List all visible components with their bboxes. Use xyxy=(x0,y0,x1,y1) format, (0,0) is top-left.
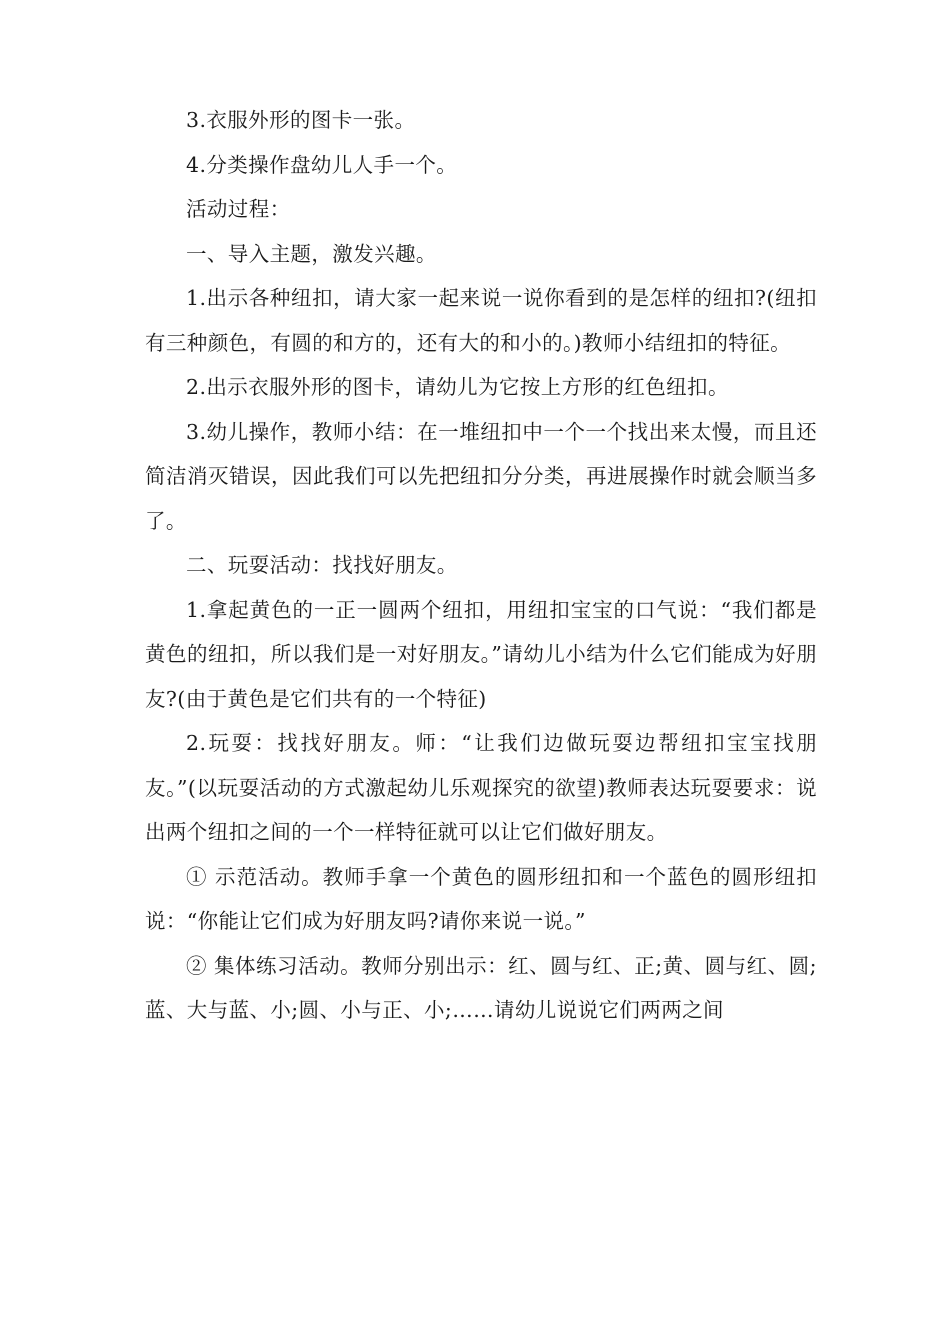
paragraph-section-1-item-3: 3.幼儿操作，教师小结：在一堆纽扣中一个一个找出来太慢，而且还简洁消灭错误，因此我们可以先把纽扣分分类，再进展操作时就会顺当多了。 xyxy=(145,419,817,533)
paragraph-section-2-item-1: 1.拿起黄色的一正一圆两个纽扣，用纽扣宝宝的口气说：“我们都是黄色的纽扣，所以我们是一对好朋友。”请幼儿小结为什么它们能成为好朋友?(由于黄色是它们共有的一个特征) xyxy=(145,597,817,711)
paragraph-section-2-item-2: 2.玩耍：找找好朋友。师：“让我们边做玩耍边帮纽扣宝宝找朋友。”(以玩耍活动的方式激起幼儿乐观探究的欲望)教师表达玩耍要求：说出两个纽扣之间的一个一样特征就可以让它们做好朋友。 xyxy=(145,731,817,844)
paragraph-group-practice: ② 集体练习活动。教师分别出示：红、圆与红、正;黄、圆与红、圆;蓝、大与蓝、小;圆、小与正、小;……请幼儿说说它们两两之间 xyxy=(145,953,817,1022)
document-body xyxy=(145,98,817,1033)
paragraph-process-heading: 活动过程： xyxy=(186,197,291,221)
paragraph-section-1-heading: 一、导入主题，激发兴趣。 xyxy=(186,241,437,266)
paragraph-section-1-item-2: 2.出示衣服外形的图卡，请幼儿为它按上方形的红色纽扣。 xyxy=(186,375,729,399)
paragraph-section-2-heading: 二、玩耍活动：找找好朋友。 xyxy=(186,553,458,577)
paragraph-section-1-item-1: 1.出示各种纽扣，请大家一起来说一说你看到的是怎样的纽扣?(纽扣有三种颜色，有圆的和方的，还有大的和小的。)教师小结纽扣的特征。 xyxy=(145,286,817,355)
paragraph-demo-activity: ① 示范活动。教师手拿一个黄色的圆形纽扣和一个蓝色的圆形纽扣说：“你能让它们成为好朋友吗?请你来说一说。” xyxy=(145,864,817,933)
paragraph-material-3: 3.衣服外形的图卡一张。 xyxy=(186,108,416,132)
paragraph-material-4: 4.分类操作盘幼儿人手一个。 xyxy=(186,152,458,177)
